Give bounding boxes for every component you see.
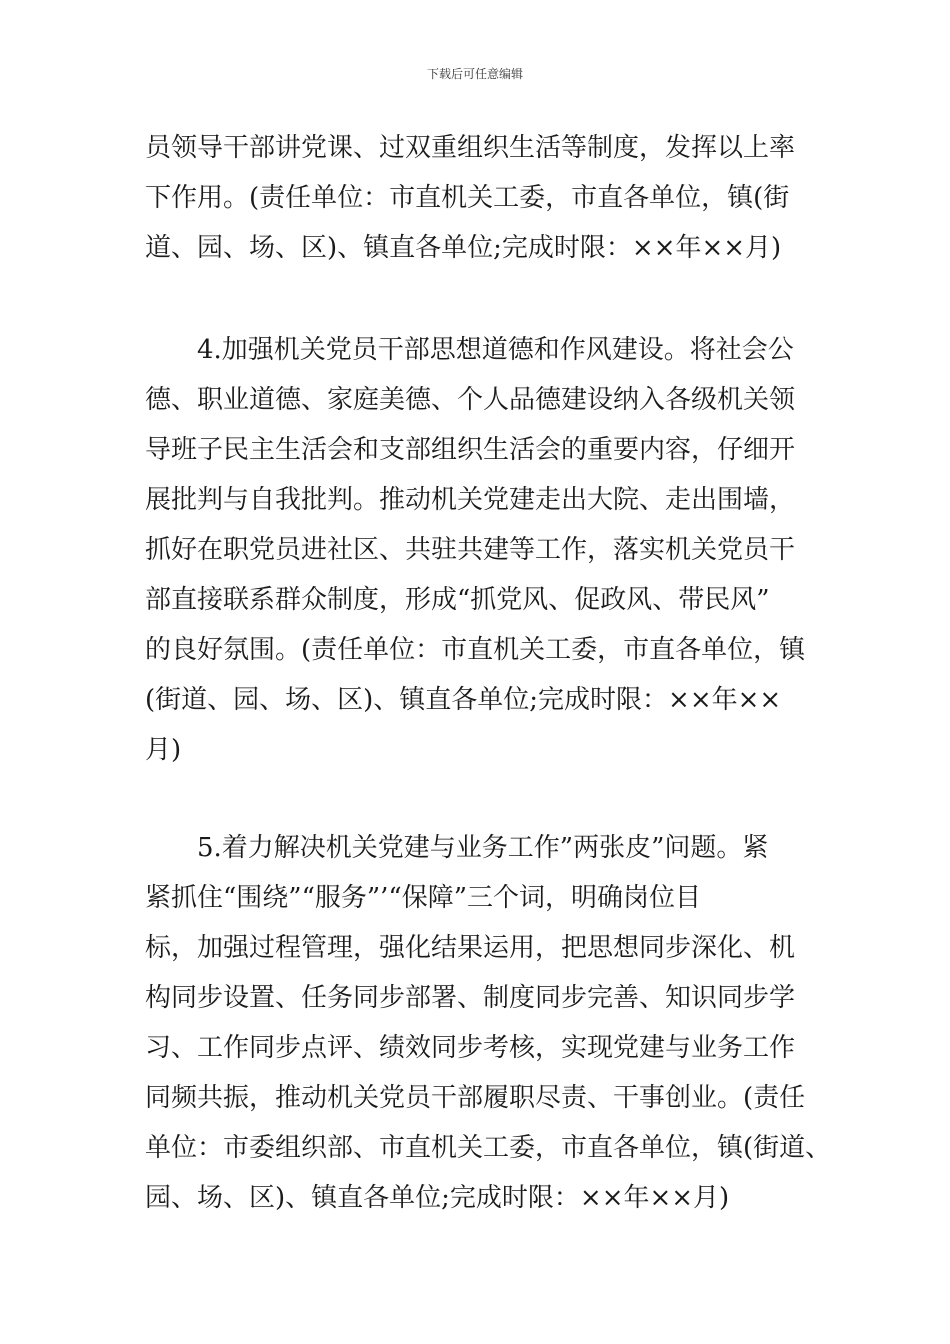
text-line-content: 标，加强过程管理，强化结果运用，把思想同步深化、机	[145, 933, 796, 963]
text-line	[0, 483, 950, 517]
text-line-content: 抓好在职党员进社区、共驻共建等工作，落实机关党员干	[145, 535, 796, 565]
text-line	[0, 881, 950, 915]
text-line-content: 德、职业道德、家庭美德、个人品德建设纳入各级机关领	[145, 385, 796, 415]
page-header: 下载后可任意编辑	[426, 67, 523, 81]
text-line	[0, 533, 950, 567]
text-line	[0, 931, 950, 965]
text-line	[0, 831, 950, 865]
text-line-content: 习、工作同步点评、绩效同步考核，实现党建与业务工作	[145, 1033, 796, 1063]
text-line-content: 导班子民主生活会和支部组织生活会的重要内容，仔细开	[145, 435, 796, 465]
text-line-content: 下作用。(责任单位：市直机关工委，市直各单位，镇(街	[145, 183, 790, 213]
text-line	[0, 231, 950, 265]
text-line	[0, 333, 950, 367]
text-line	[0, 633, 950, 667]
text-line	[0, 1081, 950, 1115]
text-line-content: 4.加强机关党员干部思想道德和作风建设。将社会公	[197, 335, 794, 365]
text-line-content: 月)	[145, 735, 182, 765]
text-line-content: 同频共振，推动机关党员干部履职尽责、干事创业。(责任	[145, 1083, 806, 1113]
text-line-content: 构同步设置、任务同步部署、制度同步完善、知识同步学	[145, 983, 796, 1013]
text-line	[0, 383, 950, 417]
text-line	[0, 1031, 950, 1065]
text-line	[0, 1181, 950, 1215]
text-line-content: 展批判与自我批判。推动机关党建走出大院、走出围墙，	[145, 485, 796, 515]
text-line-content: 道、园、场、区)、镇直各单位;完成时限：××年××月)	[145, 233, 782, 263]
text-line	[0, 131, 950, 165]
text-line-content: 的良好氛围。(责任单位：市直机关工委，市直各单位，镇	[145, 635, 806, 665]
text-line	[0, 733, 950, 767]
text-line-content: (街道、园、场、区)、镇直各单位;完成时限：××年××	[145, 685, 782, 715]
text-line-content: 5.着力解决机关党建与业务工作”两张皮”问题。紧	[197, 833, 769, 863]
text-line	[0, 683, 950, 717]
text-line	[0, 981, 950, 1015]
text-line-content: 部直接联系群众制度，形成“抓党风、促政风、带民风”	[145, 585, 770, 615]
text-line-content: 紧抓住“围绕”“服务”’“保障”三个词，明确岗位目	[145, 883, 702, 913]
text-line-content: 园、场、区)、镇直各单位;完成时限：××年××月)	[145, 1183, 730, 1213]
text-line	[0, 1131, 950, 1165]
text-line	[0, 433, 950, 467]
text-line	[0, 583, 950, 617]
text-line	[0, 181, 950, 215]
text-line-content: 员领导干部讲党课、过双重组织生活等制度，发挥以上率	[145, 133, 796, 163]
text-line-content: 单位：市委组织部、市直机关工委，市直各单位，镇(街道、	[145, 1133, 832, 1163]
